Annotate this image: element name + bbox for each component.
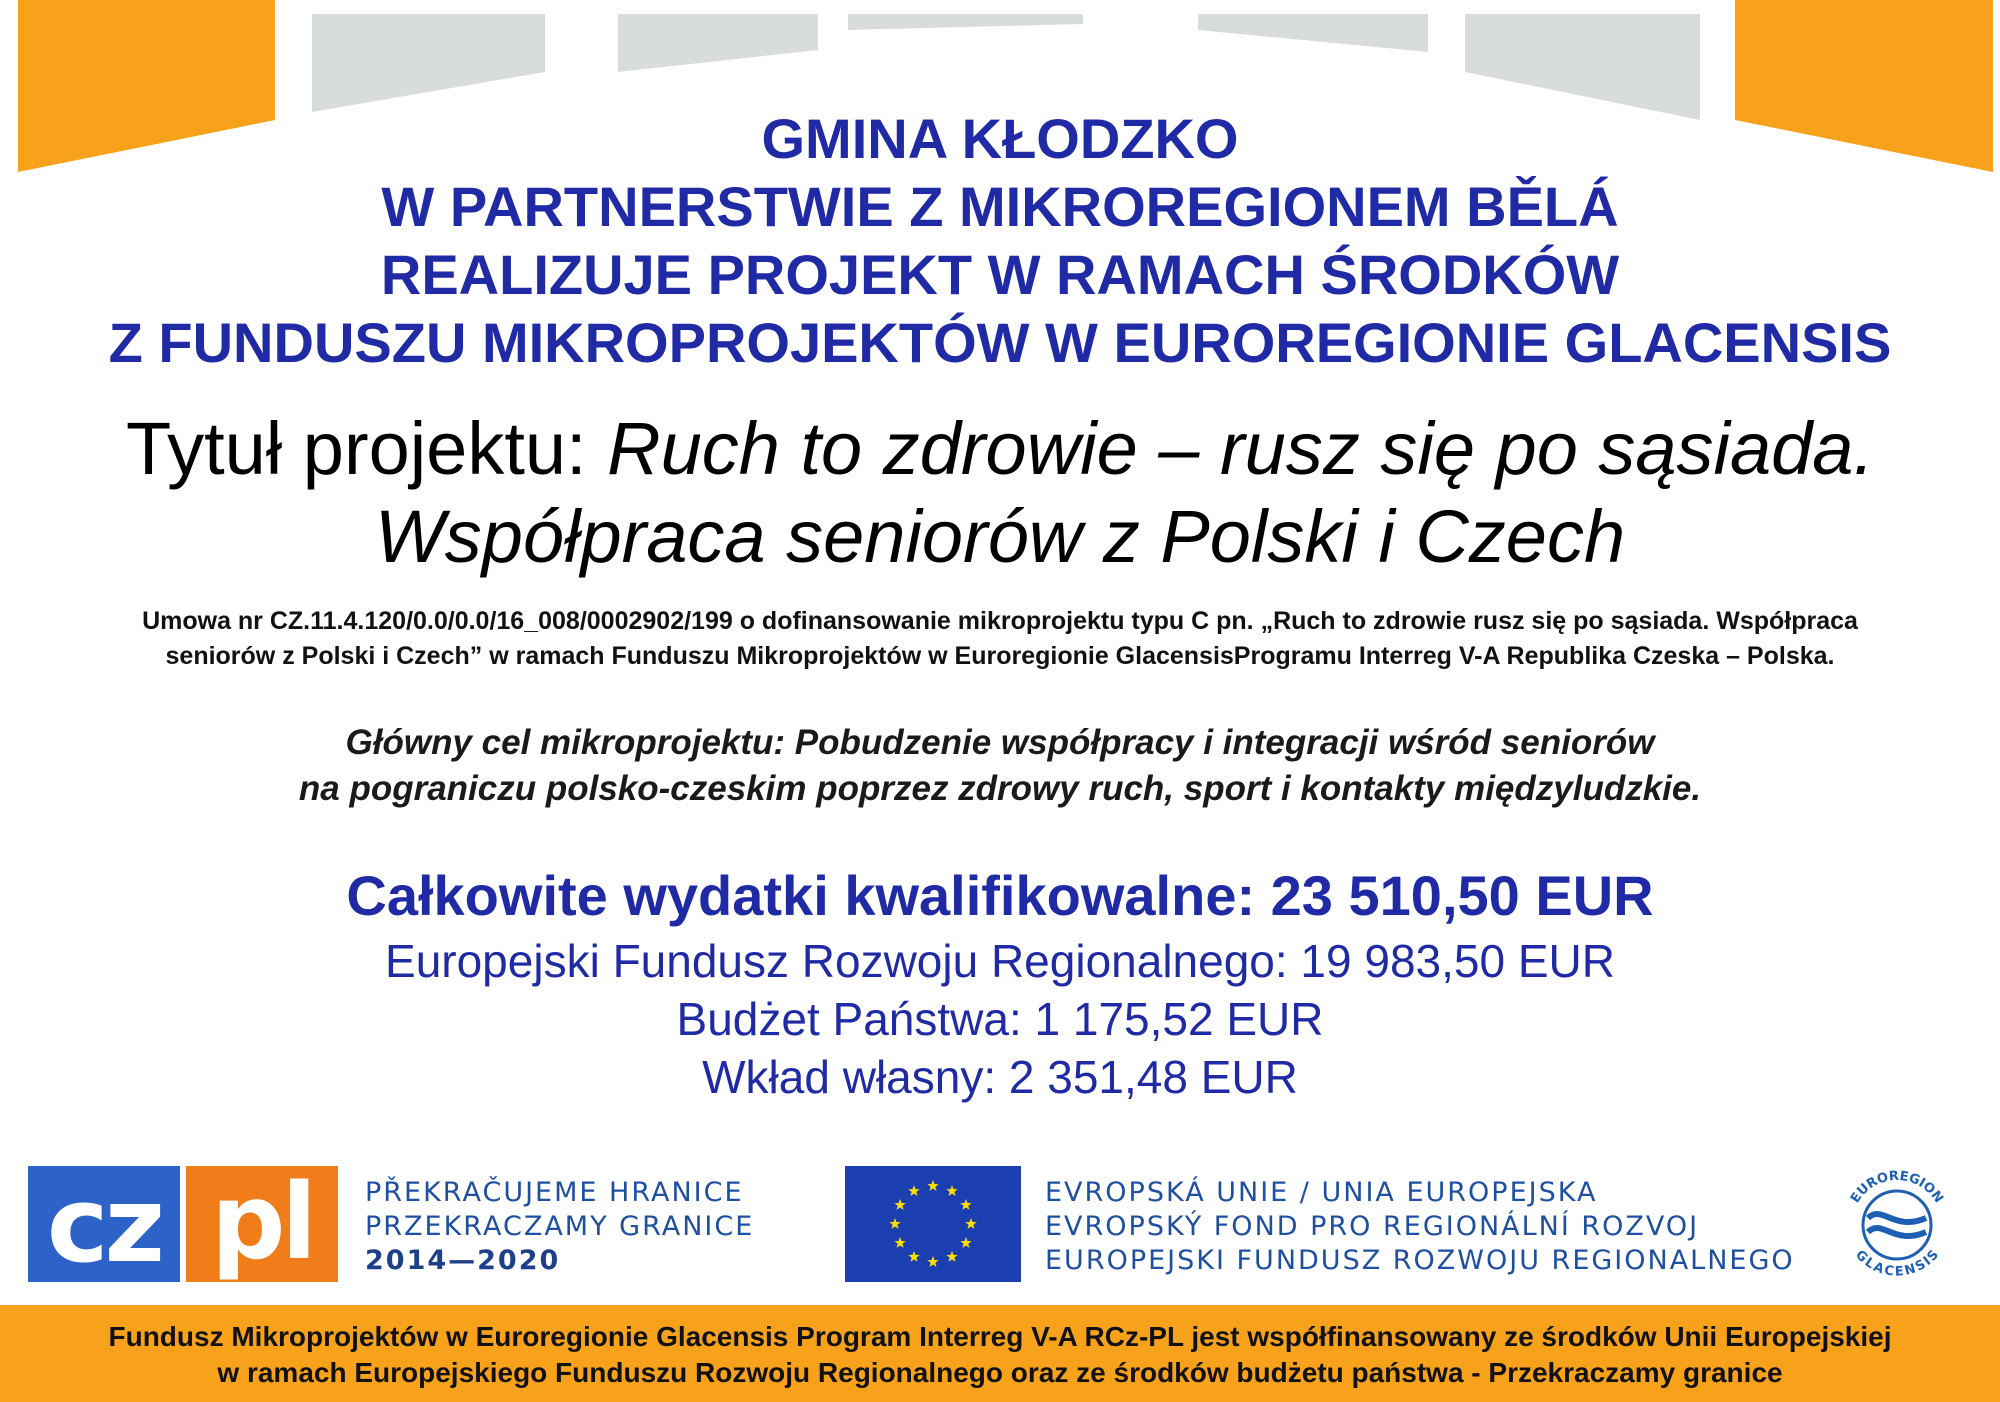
czpl-logo xyxy=(28,1166,338,1282)
czpl-logo-cz: cz xyxy=(46,1166,162,1282)
czpl-logo-pl: pl xyxy=(210,1166,314,1282)
agreement-line-2: seniorów z Polski i Czech” w ramach Funduszu Mikroprojektów w Euroregionie GlacensisProgramu Interreg V-A Republika Czeska – Polska. xyxy=(165,642,1835,670)
eu-text-line-1: EVROPSKÁ UNIE / UNIA EUROPEJSKA xyxy=(1045,1177,1598,1208)
project-title xyxy=(0,405,2000,581)
state-budget-amount: Budżet Państwa: 1 175,52 EUR xyxy=(676,993,1324,1045)
footer-line-2: w ramach Europejskiego Funduszu Rozwoju Regionalnego oraz ze środków budżetu państwa - Przekraczamy granice xyxy=(217,1357,1783,1388)
funding-breakdown xyxy=(0,932,2000,1106)
euroregion-bottom-text: GLACENSIS xyxy=(1852,1247,1942,1280)
czpl-slogan-pl: PRZEKRACZAMY GRANICE xyxy=(365,1211,755,1242)
header-line-3: REALIZUJE PROJEKT W RAMACH ŚRODKÓW xyxy=(380,243,1620,306)
header-line-2: W PARTNERSTWIE Z MIKROREGIONEM BĚLÁ xyxy=(381,175,1619,238)
czpl-years: 2014—2020 xyxy=(365,1245,561,1276)
own-contribution-amount: Wkład własny: 2 351,48 EUR xyxy=(702,1051,1298,1103)
agreement-text xyxy=(0,604,2000,674)
total-expenses: Całkowite wydatki kwalifikowalne: 23 510,50 EUR xyxy=(346,864,1654,927)
title-name-line-1: Ruch to zdrowie – rusz się po sąsiada. xyxy=(607,407,1875,490)
erdf-amount: Europejski Fundusz Rozwoju Regionalnego: 19 983,50 EUR xyxy=(385,935,1615,987)
header-line-4: Z FUNDUSZU MIKROPROJEKTÓW W EUROREGIONIE GLACENSIS xyxy=(108,311,1892,374)
logos-row xyxy=(0,1160,2000,1290)
agreement-line-1: Umowa nr CZ.11.4.120/0.0/0.0/16_008/0002902/199 o dofinansowanie mikroprojektu typu C pn. „Ruch to zdrowie rusz się po sąsiada. Współpraca xyxy=(142,607,1858,635)
czpl-slogan xyxy=(365,1176,754,1278)
euroregion-top-text: EUROREGION xyxy=(1848,1168,1946,1206)
title-prefix: Tytuł projektu: xyxy=(125,407,608,490)
grey-band-2 xyxy=(618,14,818,72)
grey-band-4 xyxy=(1198,14,1428,52)
project-goal xyxy=(0,720,2000,812)
grey-band-1 xyxy=(312,14,545,112)
eu-flag-icon xyxy=(845,1166,1021,1282)
footer-line-1: Fundusz Mikroprojektów w Euroregionie Glacensis Program Interreg V-A RCz-PL jest współfinansowany ze środków Unii Europejskiej xyxy=(108,1321,1892,1352)
eu-fund-text xyxy=(1045,1176,1795,1278)
eu-text-line-2: EVROPSKÝ FOND PRO REGIONÁLNÍ ROZVOJ xyxy=(1045,1211,1700,1242)
header-block xyxy=(0,105,2000,377)
goal-line-1: Główny cel mikroprojektu: Pobudzenie współpracy i integracji wśród seniorów xyxy=(345,723,1655,762)
header-line-1: GMINA KŁODZKO xyxy=(761,107,1239,170)
grey-band-3 xyxy=(848,14,1083,30)
czpl-slogan-cz: PŘEKRAČUJEME HRANICE xyxy=(365,1177,744,1208)
euroregion-glacensis-logo xyxy=(1832,1160,1962,1290)
title-name-line-2: Współpraca seniorów z Polski i Czech xyxy=(374,495,1626,578)
goal-line-2: na pograniczu polsko-czeskim poprzez zdrowy ruch, sport i kontakty międzyludzkie. xyxy=(298,769,1702,808)
footer-bar xyxy=(0,1305,2000,1402)
project-title-line-1 xyxy=(0,405,2000,493)
eu-text-line-3: EUROPEJSKI FUNDUSZ ROZWOJU REGIONALNEGO xyxy=(1045,1245,1795,1276)
